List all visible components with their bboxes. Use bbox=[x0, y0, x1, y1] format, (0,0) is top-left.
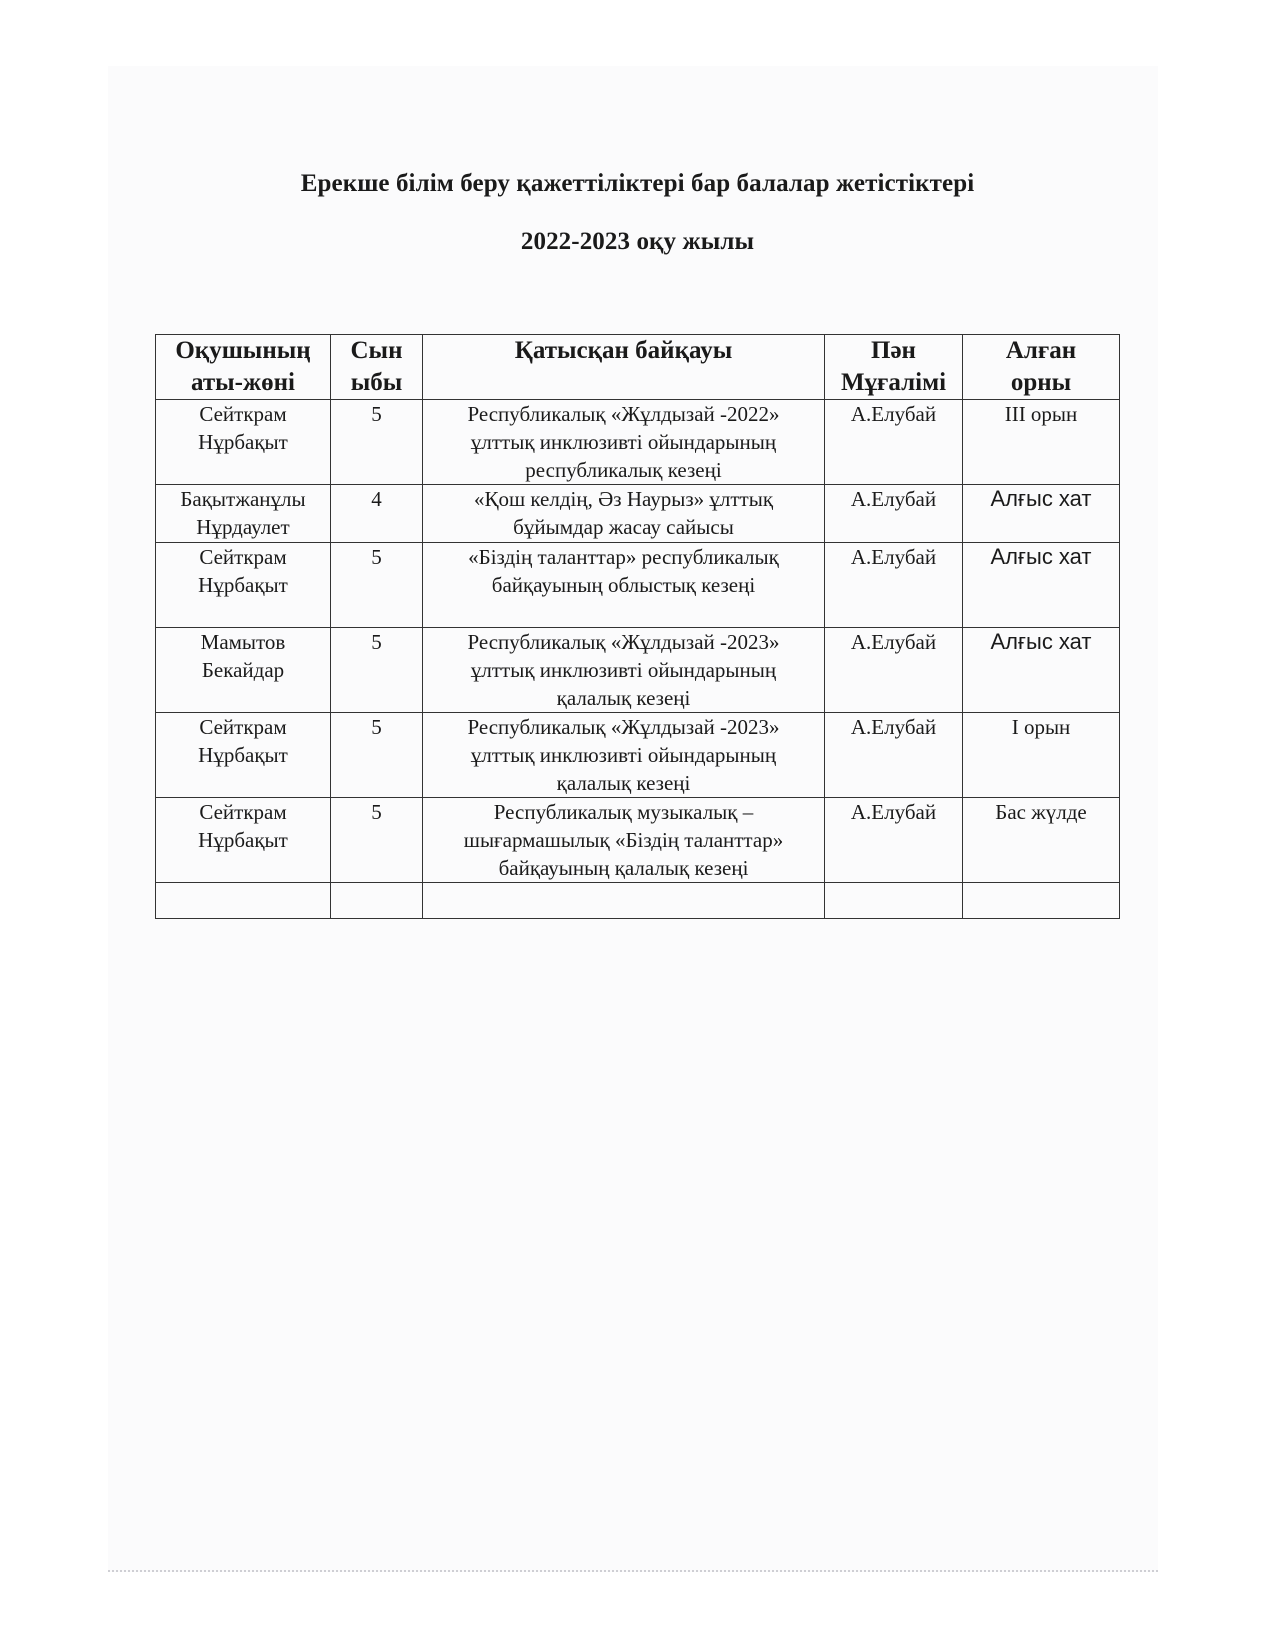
table-row-empty bbox=[156, 883, 1120, 919]
header-line: Пән bbox=[871, 337, 916, 364]
text-line: Бақытжанұлы bbox=[180, 487, 306, 511]
cell-contest bbox=[423, 485, 825, 543]
empty-cell bbox=[331, 883, 423, 919]
header-line: Мұғалімі bbox=[840, 369, 947, 396]
text-line: Нұрдаулет bbox=[196, 515, 290, 539]
cell-teacher: А.Елубай bbox=[825, 400, 963, 485]
text-line: Сейткрам bbox=[199, 715, 287, 739]
header-line: аты-жөні bbox=[191, 369, 295, 396]
text-line: Сейткрам bbox=[199, 800, 287, 824]
text-line: Республикалық «Жұлдызай -2023» bbox=[467, 715, 780, 739]
text-line: ұлттық инклюзивті ойындарының bbox=[470, 658, 777, 682]
header-line: ыбы bbox=[350, 369, 403, 396]
cell-contest bbox=[423, 400, 825, 485]
text-line: ұлттық инклюзивті ойындарының bbox=[470, 430, 777, 454]
header-line: Сын bbox=[350, 337, 403, 364]
text-line: шығармашылық «Біздің таланттар» bbox=[463, 828, 784, 852]
cell-teacher: А.Елубай bbox=[825, 543, 963, 628]
cell-teacher: А.Елубай bbox=[825, 798, 963, 883]
header-teacher bbox=[825, 335, 963, 400]
cell-grade: 5 bbox=[331, 713, 423, 798]
cell-teacher: А.Елубай bbox=[825, 485, 963, 543]
header-line: Оқушының bbox=[175, 337, 311, 364]
text-line: Сейткрам bbox=[199, 545, 287, 569]
header-contest bbox=[423, 335, 825, 400]
cell-grade: 4 bbox=[331, 485, 423, 543]
text-line: бұйымдар жасау сайысы bbox=[513, 515, 734, 539]
empty-cell bbox=[156, 883, 331, 919]
text-line: Нұрбақыт bbox=[198, 828, 288, 852]
header-line: Алған bbox=[1005, 337, 1077, 364]
cell-grade: 5 bbox=[331, 798, 423, 883]
achievements-table bbox=[155, 334, 1120, 919]
text-line: қалалық кезеңі bbox=[556, 686, 691, 710]
cell-student-name bbox=[156, 485, 331, 543]
text-line: Нұрбақыт bbox=[198, 743, 288, 767]
cell-place: Алғыс хат bbox=[963, 628, 1120, 713]
document-title: Ерекше білім беру қажеттіліктері бар балалар жетістіктері bbox=[300, 170, 975, 197]
text-line: Мамытов bbox=[200, 630, 286, 654]
cell-contest bbox=[423, 628, 825, 713]
cell-student-name bbox=[156, 713, 331, 798]
table-row bbox=[156, 628, 1120, 713]
text-line: Нұрбақыт bbox=[198, 573, 288, 597]
table-header-row bbox=[156, 335, 1120, 400]
cell-place: ІІІ орын bbox=[963, 400, 1120, 485]
empty-cell bbox=[423, 883, 825, 919]
cell-teacher: А.Елубай bbox=[825, 628, 963, 713]
text-line: байқауының облыстық кезеңі bbox=[491, 573, 756, 597]
header-line: Қатысқан байқауы bbox=[514, 337, 733, 364]
header-line: орны bbox=[1010, 369, 1072, 396]
text-line: ұлттық инклюзивті ойындарының bbox=[470, 743, 777, 767]
cell-contest bbox=[423, 543, 825, 628]
text-line: Республикалық музыкалық – bbox=[493, 800, 754, 824]
text-line: Бекайдар bbox=[201, 658, 285, 682]
text-line: республикалық кезеңі bbox=[525, 458, 722, 482]
cell-contest bbox=[423, 798, 825, 883]
text-line: қалалық кезеңі bbox=[556, 771, 691, 795]
header-grade bbox=[331, 335, 423, 400]
header-student-name bbox=[156, 335, 331, 400]
cell-place: Бас жүлде bbox=[963, 798, 1120, 883]
empty-cell bbox=[825, 883, 963, 919]
text-line: «Қош келдің, Әз Наурыз» ұлттық bbox=[473, 487, 774, 511]
cell-student-name bbox=[156, 400, 331, 485]
text-line: Сейткрам bbox=[199, 402, 287, 426]
cell-contest bbox=[423, 713, 825, 798]
text-line: байқауының қалалық кезеңі bbox=[498, 856, 749, 880]
text-line: Нұрбақыт bbox=[198, 430, 288, 454]
empty-cell bbox=[963, 883, 1120, 919]
cell-place: І орын bbox=[963, 713, 1120, 798]
table-row bbox=[156, 485, 1120, 543]
text-line: «Біздің таланттар» республикалық bbox=[468, 545, 779, 569]
cell-grade: 5 bbox=[331, 543, 423, 628]
cell-student-name bbox=[156, 628, 331, 713]
table-row bbox=[156, 400, 1120, 485]
table-row bbox=[156, 713, 1120, 798]
header-place bbox=[963, 335, 1120, 400]
cell-grade: 5 bbox=[331, 628, 423, 713]
text-line: Республикалық «Жұлдызай -2022» bbox=[467, 402, 780, 426]
cell-place: Алғыс хат bbox=[963, 485, 1120, 543]
cell-student-name bbox=[156, 543, 331, 628]
table-row bbox=[156, 543, 1120, 628]
cell-grade: 5 bbox=[331, 400, 423, 485]
cell-teacher: А.Елубай bbox=[825, 713, 963, 798]
text-line: Республикалық «Жұлдызай -2023» bbox=[467, 630, 780, 654]
cell-place: Алғыс хат bbox=[963, 543, 1120, 628]
document-subtitle: 2022-2023 оқу жылы bbox=[520, 228, 755, 255]
cell-student-name bbox=[156, 798, 331, 883]
table-row bbox=[156, 798, 1120, 883]
